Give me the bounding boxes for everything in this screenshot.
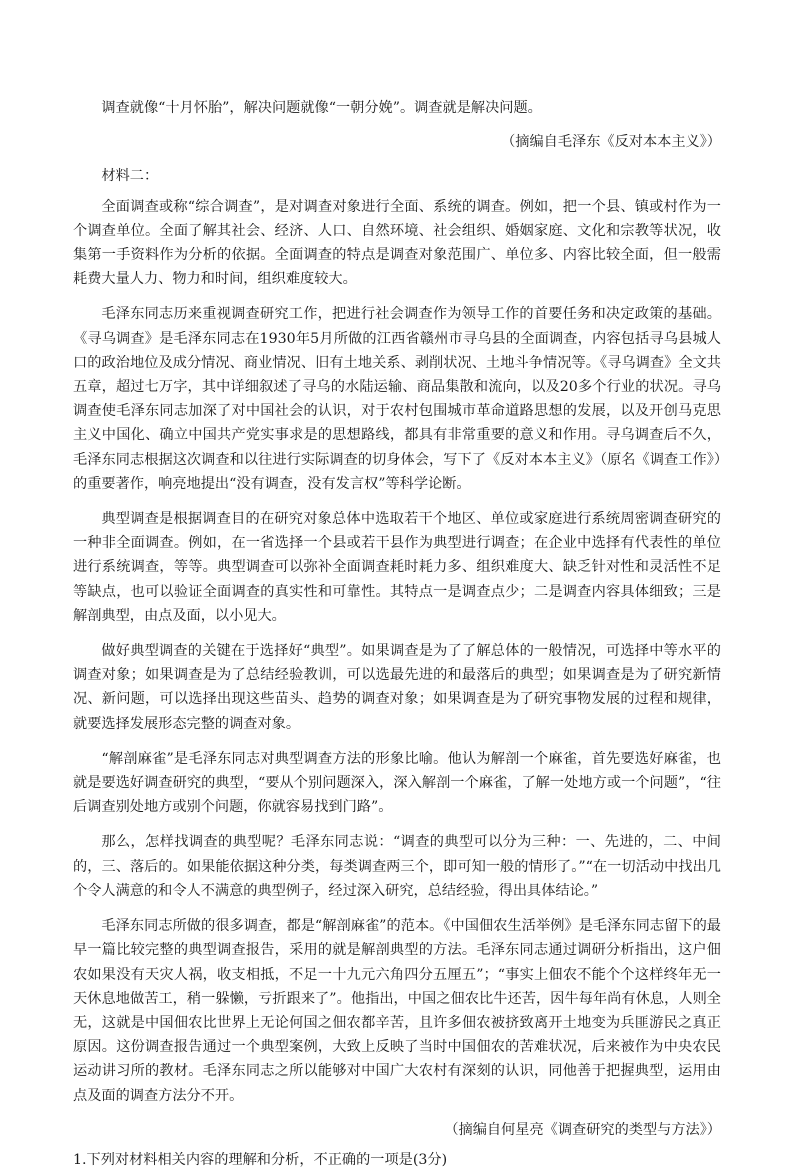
- paragraph-how-to-find-typical: 那么，怎样找调查的典型呢？毛泽东同志说：“调查的典型可以分为三种：一、先进的，二、中间的，三、落后的。如果能依据这种分类，每类调查两三个，即可知一般的情形了。”“在一切活动中找出几个令人满意的和令人不满意的典型例子，经过深入研究，总结经验，得出具体结论。”: [73, 834, 721, 899]
- material-label: 材料二：: [101, 168, 159, 185]
- paragraph-typical-survey: 典型调查是根据调查目的在研究对象总体中选取若干个地区、单位或家庭进行系统周密调查研究的一种非全面调查。例如，在一省选择一个县或若干县作为典型进行调查；在企业中选择有代表性的单位进行系统调查，等等。典型调查可以弥补全面调查耗时耗力多、组织难度大、缺乏针对性和灵活性不足等缺点，也可以验证全面调查的真实性和可靠性。其特点一是调查点少；二是调查内容具体细致；三是解剖典型，由点及面，以小见大。: [73, 511, 721, 624]
- question-1: 1.下列对材料相关内容的理解和分析，不正确的一项是(3分): [73, 1151, 448, 1168]
- paragraph-choosing-typical: 做好典型调查的关键在于选择好“典型”。如果调查是为了了解总体的一般情况，可选择中等水平的调查对象；如果调查是为了总结经验教训，可以选最先进的和最落后的典型；如果调查是为了研究新情况、新问题，可以选择出现这些苗头、趋势的调查对象；如果调查是为了研究事物发展的过程和规律，就要选择发展形态完整的调查对象。: [73, 643, 721, 732]
- paragraph-comprehensive-survey: 全面调查或称“综合调查”，是对调查对象进行全面、系统的调查。例如，把一个县、镇或村作为一个调查单位。全面了解其社会、经济、人口、自然环境、社会组织、婚姻家庭、文化和宗教等状况，收集第一手资料作为分析的依据。全面调查的特点是调查对象范围广、单位多、内容比较全面，但一般需耗费大量人力、物力和时间，组织难度较大。: [73, 198, 721, 288]
- source-citation-2: （摘编自何星亮《调查研究的类型与方法》）: [444, 1121, 721, 1138]
- lead-paragraph: 调查就像“十月怀胎”，解决问题就像“一朝分娩”。调查就是解决问题。: [101, 100, 542, 116]
- paragraph-dissect-sparrow: “解剖麻雀”是毛泽东同志对典型调查方法的形象比喻。他认为解剖一个麻雀，首先要选好麻雀，也就是要选好调查研究的典型，“要从个别问题深入，深入解剖一个麻雀，了解一处地方或一个问题”，“往后调查别处地方或别个问题，你就容易找到门路”。: [73, 750, 721, 816]
- source-citation-1: （摘编自毛泽东《反对本本主义》）: [501, 134, 721, 151]
- paragraph-xunwu-survey: 毛泽东同志历来重视调查研究工作，把进行社会调查作为领导工作的首要任务和决定政策的基础。《寻乌调查》是毛泽东同志在1930年5月所做的江西省赣州市寻乌县的全面调查，内容包括寻乌县城人口的政治地位及成分情况、商业情况、旧有土地关系、剥削状况、土地斗争情况等。《寻乌调查》全文共五章，超过七万字，其中详细叙述了寻乌的水陆运输、商品集散和流向，以及20多个行业的状况。寻乌调查使毛泽东同志加深了对中国社会的认识，对于农村包围城市革命道路思想的发展，以及开创马克思主义中国化、确立中国共产党实事求是的思想路线，都具有非常重要的意义和作用。寻乌调查后不久，毛泽东同志根据这次调查和以往进行实际调查的切身体会，写下了《反对本本主义》（原名《调查工作》）的重要著作，响亮地提出“没有调查，没有发言权”等科学论断。: [73, 306, 721, 492]
- document-page: [73, 96, 721, 1172]
- paragraph-tenant-farmer-report: 毛泽东同志所做的很多调查，都是“解剖麻雀”的范本。《中国佃农生活举例》是毛泽东同志留下的最早一篇比较完整的典型调查报告，采用的就是解剖典型的方法。毛泽东同志通过调研分析指出，这户佃农如果没有天灾人祸，收支相抵，不足一十九元六角四分五厘五”；“事实上佃农不能个个这样终年无一天休息地做苦工，稍一躲懒，亏折跟来了”。他指出，中国之佃农比牛还苦，因牛每年尚有休息，人则全无，这就是中国佃农比世界上无论何国之佃农都辛苦，且许多佃农被挤致离开土地变为兵匪游民之真正原因。这份调查报告通过一个典型案例，大致上反映了当时中国佃农的苦难状况，后来被作为中央农民运动讲习所的教材。毛泽东同志之所以能够对中国广大农村有深刻的认识，同他善于把握典型，运用由点及面的调查方法分不开。: [73, 918, 721, 1104]
